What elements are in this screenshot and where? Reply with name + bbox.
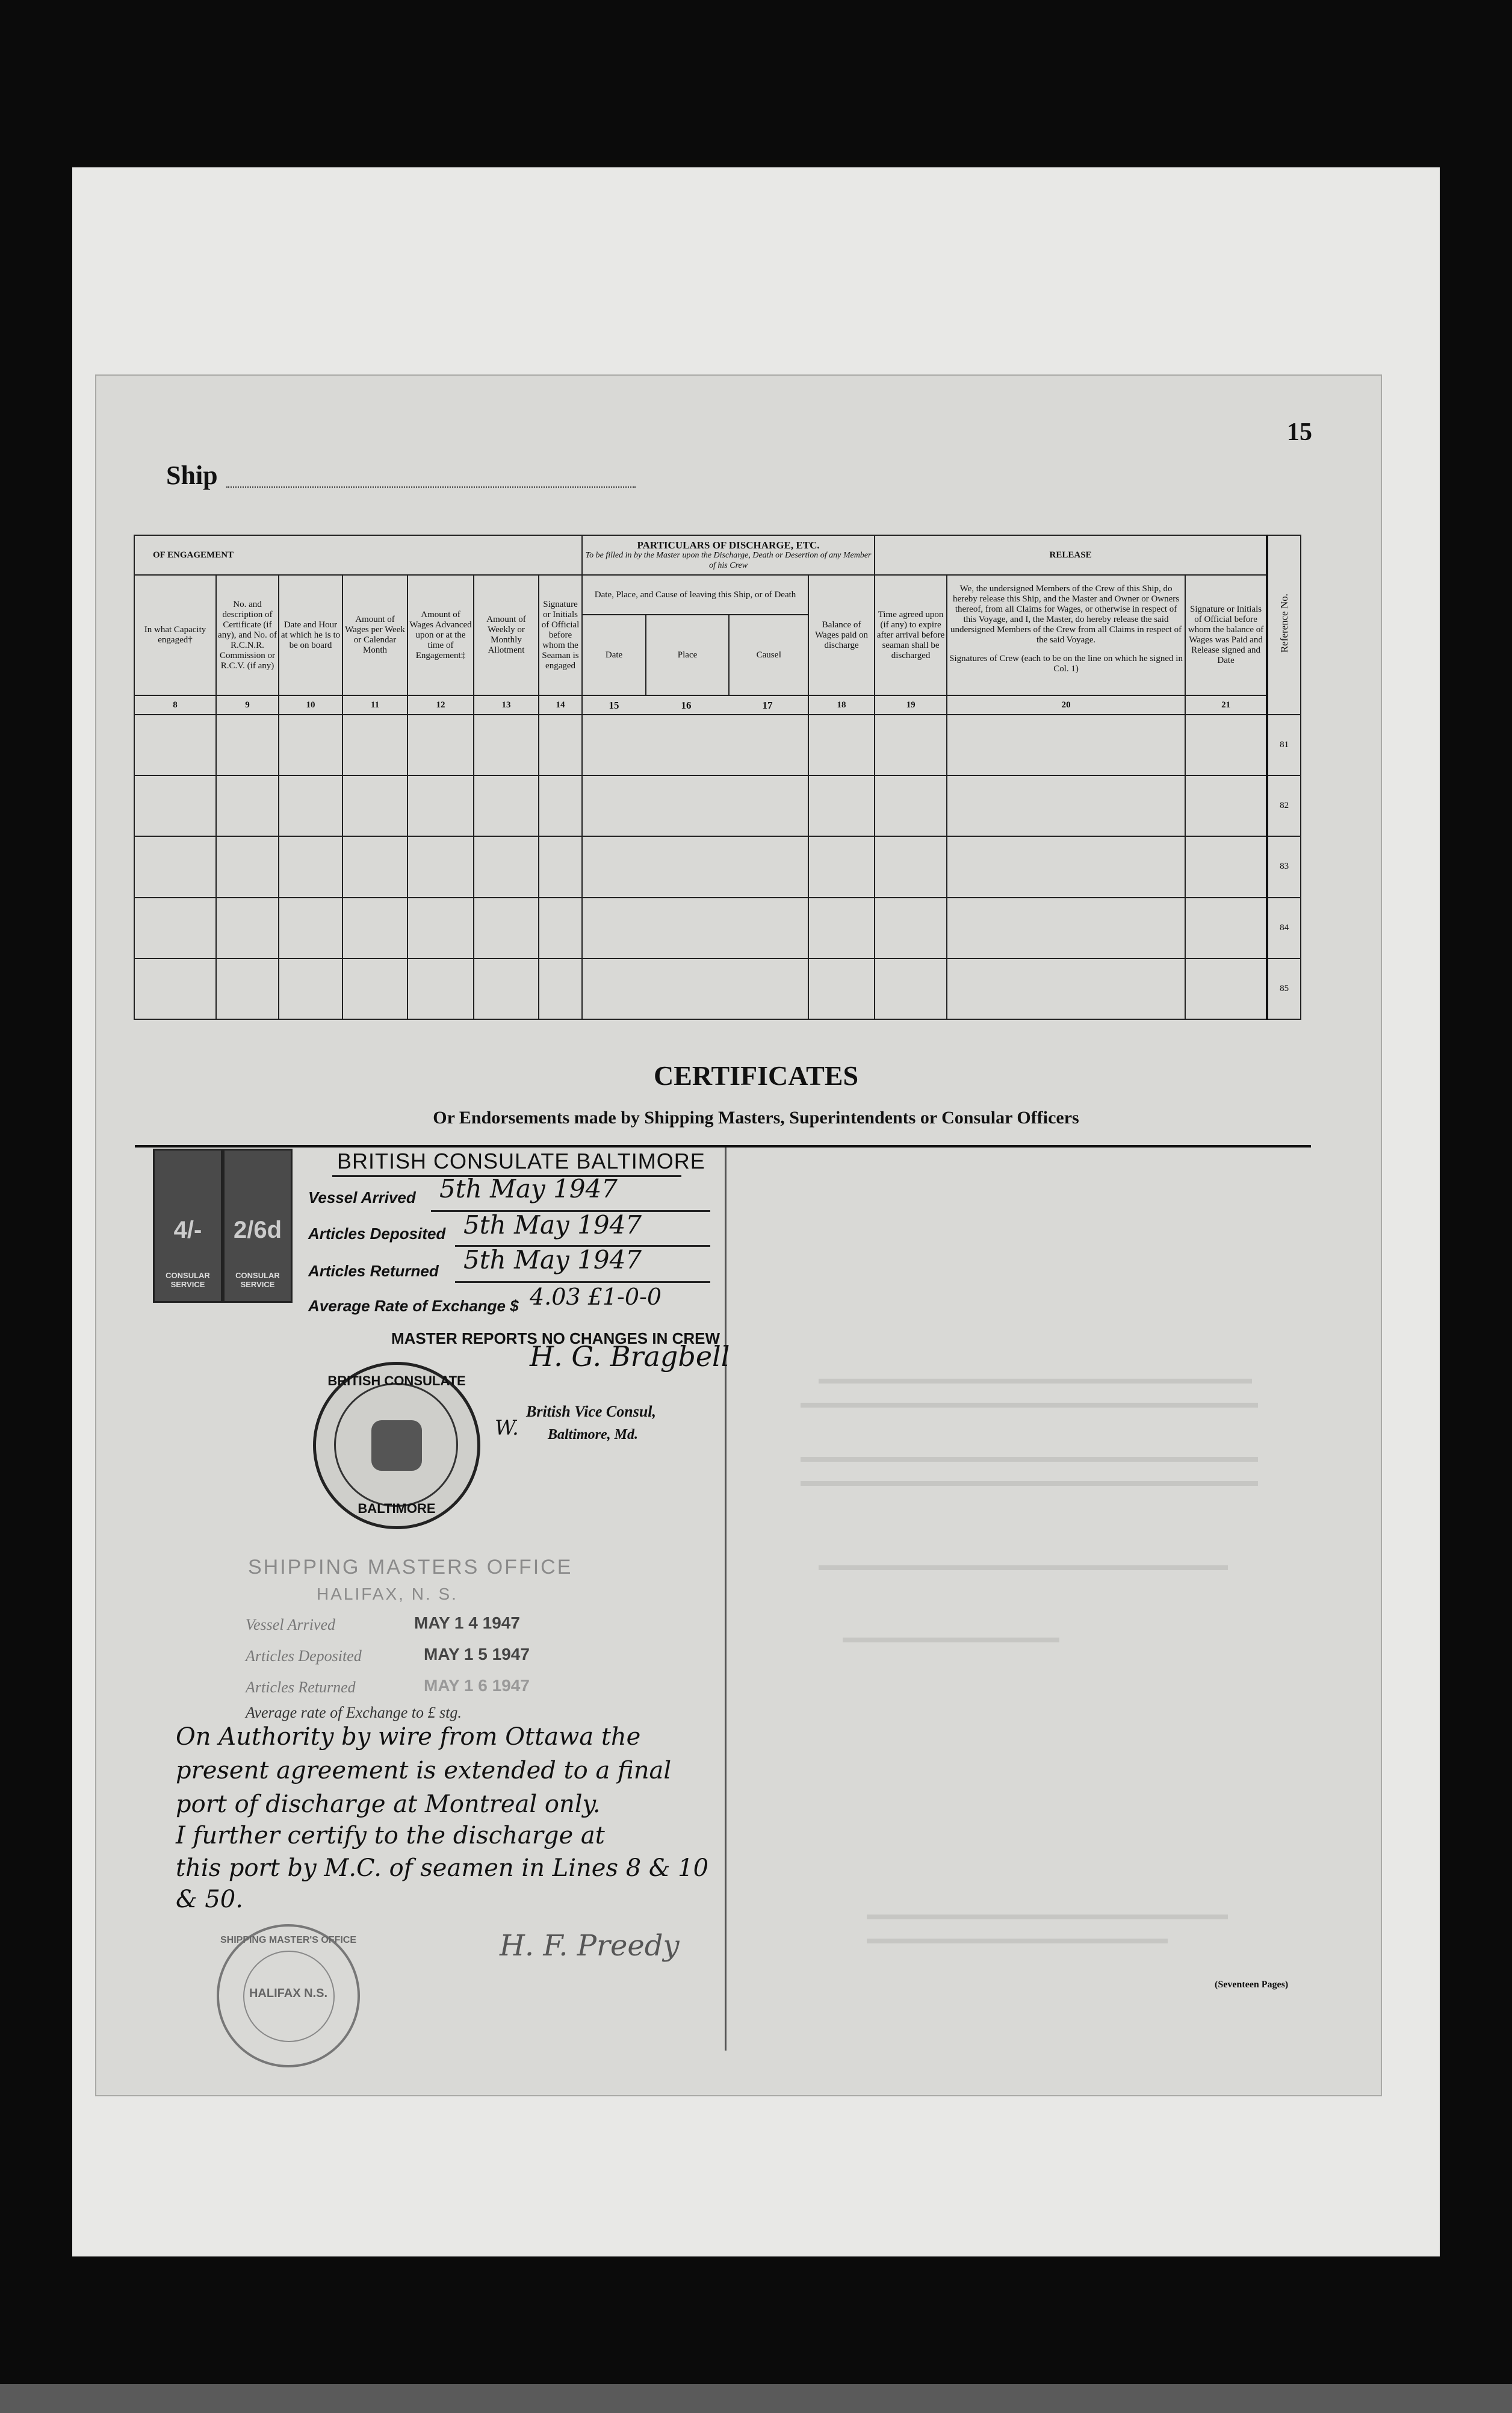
seal-bottom-text: BALTIMORE xyxy=(358,1501,436,1516)
col-number: 11 xyxy=(342,695,407,715)
reference-number: 83 xyxy=(1267,836,1301,897)
date-place-cause-caption: Date, Place, and Cause of leaving this Ship, or of Death xyxy=(583,576,808,615)
articles-deposited-value: 5th May 1947 xyxy=(463,1210,642,1240)
table-row xyxy=(134,898,1301,958)
col-13-header: Amount of Weekly or Monthly Allotment xyxy=(474,575,539,695)
col-number: 10 xyxy=(279,695,342,715)
reference-number: 81 xyxy=(1267,715,1301,775)
release-title: RELEASE xyxy=(875,535,1267,575)
release-text: We, the undersigned Members of the Crew of this Ship, do hereby release this Ship, and the Master and Owner or Owners thereof, from all Claims for Wages, or otherwise in respect of this Voyage, and I, the Master, do hereby release the said undersigned Members of the Crew from all Claims in respect of the said Voyage. xyxy=(950,584,1182,645)
col-number: 13 xyxy=(474,695,539,715)
table-row xyxy=(134,836,1301,897)
halifax-vessel-arrived-label: Vessel Arrived xyxy=(246,1616,335,1633)
seal-top-text: BRITISH CONSULATE xyxy=(327,1373,466,1388)
col-11-header: Amount of Wages per Week or Calendar Month xyxy=(342,575,407,695)
col-number: 15 xyxy=(609,699,619,711)
col-number: 21 xyxy=(1185,695,1267,715)
col-8-header: In what Capacity engaged† xyxy=(134,575,216,695)
handwritten-line: & 50. xyxy=(176,1886,243,1913)
col-21-header: Signature or Initials of Official before whom the balance of Wages was Paid and Release signed and Date xyxy=(1185,575,1267,695)
ship-label: Ship xyxy=(166,461,218,490)
col-9-header: No. and description of Certificate (if any), and No. of R.C.N.R. Commission or R.C.V. (if any) xyxy=(216,575,279,695)
handwritten-line: On Authority by wire from Ottawa the xyxy=(176,1723,641,1751)
bleed-through-text xyxy=(801,1457,1258,1462)
table-row xyxy=(134,715,1301,775)
halifax-articles-deposited-label: Articles Deposited xyxy=(246,1647,362,1665)
revenue-stamp-service: CONSULAR SERVICE xyxy=(235,1271,280,1289)
vice-consul-signature: H. G. Bragbell xyxy=(530,1340,730,1373)
revenue-stamp-value: 4/- xyxy=(173,1217,202,1243)
col-14-header: Signature or Initials of Official before whom the Seaman is engaged xyxy=(539,575,582,695)
halifax-articles-deposited-value: MAY 1 5 1947 xyxy=(424,1645,530,1663)
bleed-through-text xyxy=(843,1638,1059,1642)
halifax-vessel-arrived-value: MAY 1 4 1947 xyxy=(414,1613,520,1632)
shipping-master-signature: H. F. Preedy xyxy=(500,1929,680,1963)
bleed-through-text xyxy=(801,1403,1258,1408)
ship-name-line xyxy=(226,486,636,488)
col-number: 17 xyxy=(762,699,773,711)
col-number: 12 xyxy=(407,695,474,715)
col-number: 20 xyxy=(947,695,1185,715)
bleed-through-text xyxy=(819,1565,1228,1570)
consulate-stamp-heading: BRITISH CONSULATE BALTIMORE xyxy=(337,1149,705,1173)
master-reports-note: MASTER REPORTS NO CHANGES IN CREW xyxy=(391,1329,720,1347)
engagement-table xyxy=(134,535,1301,1020)
reference-number: 82 xyxy=(1267,775,1301,836)
table-row xyxy=(134,775,1301,836)
col-number: 19 xyxy=(875,695,947,715)
certificates-subtitle: Or Endorsements made by Shipping Masters, Superintendents or Consular Officers xyxy=(433,1108,1079,1128)
date-place-cause-header xyxy=(582,575,808,695)
revenue-stamp-service: CONSULAR SERVICE xyxy=(166,1271,210,1289)
col-10-header: Date and Hour at which he is to be on board xyxy=(279,575,342,695)
shipping-office-place: HALIFAX, N. S. xyxy=(317,1585,458,1603)
vessel-arrived-value: 5th May 1947 xyxy=(439,1174,618,1203)
signatures-note: Signatures of Crew (each to be on the line on which he signed in Col. 1) xyxy=(949,654,1183,674)
col-19-header: Time agreed upon (if any) to expire after arrival before seaman shall be discharged xyxy=(875,575,947,695)
stamp-rule xyxy=(455,1281,710,1283)
bleed-through-text xyxy=(819,1379,1252,1384)
col-17-header: Cause‖ xyxy=(756,650,781,660)
reference-header-cell xyxy=(1267,535,1301,715)
certificates-rule xyxy=(135,1145,1311,1147)
articles-returned-label: Articles Returned xyxy=(308,1262,439,1280)
engagement-section-title: OF ENGAGEMENT xyxy=(134,535,582,575)
page-number: 15 xyxy=(1287,418,1312,446)
handwritten-line: port of discharge at Montreal only. xyxy=(176,1790,601,1818)
discharge-section-header xyxy=(582,535,875,575)
consulate-seal xyxy=(313,1362,480,1529)
bleed-through-text xyxy=(867,1939,1168,1943)
col-number: 8 xyxy=(134,695,216,715)
col-15-header: Date xyxy=(583,615,646,695)
col-18-header: Balance of Wages paid on discharge xyxy=(808,575,875,695)
revenue-stamp xyxy=(153,1149,223,1303)
col-16-header: Place xyxy=(646,615,730,695)
table-row xyxy=(134,958,1301,1019)
reference-number: 85 xyxy=(1267,958,1301,1019)
certificates-title: CERTIFICATES xyxy=(653,1060,859,1091)
signature-prefix: W. xyxy=(495,1416,519,1440)
articles-returned-value: 5th May 1947 xyxy=(463,1245,642,1275)
reference-number: 84 xyxy=(1267,898,1301,958)
halifax-exchange-label: Average rate of Exchange to £ stg. xyxy=(246,1704,462,1721)
bleed-through-text xyxy=(867,1915,1228,1919)
crest-icon xyxy=(371,1420,422,1471)
discharge-title: PARTICULARS OF DISCHARGE, ETC. xyxy=(637,539,820,551)
vice-consul-city: Baltimore, Md. xyxy=(548,1427,639,1443)
col-number: 9 xyxy=(216,695,279,715)
col-12-header: Amount of Wages Advanced upon or at the time of Engagement‡ xyxy=(407,575,474,695)
articles-deposited-label: Articles Deposited xyxy=(308,1225,446,1243)
revenue-stamp xyxy=(223,1149,293,1303)
vice-consul-title: British Vice Consul, xyxy=(526,1403,657,1420)
handwritten-line: I further certify to the discharge at xyxy=(176,1822,605,1849)
revenue-stamp-value: 2/6d xyxy=(233,1217,282,1243)
seal-center-text: HALIFAX N.S. xyxy=(249,1987,327,2000)
exchange-rate-value: 4.03 £1-0-0 xyxy=(530,1284,662,1310)
halifax-articles-returned-value: MAY 1 6 1947 xyxy=(424,1676,530,1695)
col-number: 16 xyxy=(681,699,692,711)
discharge-note: To be filled in by the Master upon the Discharge, Death or Desertion of any Member of his Crew xyxy=(585,550,872,570)
bleed-through-text xyxy=(801,1481,1258,1486)
exchange-rate-label: Average Rate of Exchange $ xyxy=(308,1297,519,1315)
halifax-articles-returned-label: Articles Returned xyxy=(246,1679,356,1696)
col-number: 18 xyxy=(808,695,875,715)
col-20-header xyxy=(947,575,1185,695)
handwritten-line: this port by M.C. of seamen in Lines 8 & 10 xyxy=(176,1854,709,1882)
shipping-master-seal xyxy=(217,1924,360,2067)
vessel-arrived-label: Vessel Arrived xyxy=(308,1188,416,1206)
col-number-group xyxy=(582,695,808,715)
reference-header: Reference No. xyxy=(1278,594,1290,653)
handwritten-line: present agreement is extended to a final xyxy=(176,1757,672,1784)
film-edge xyxy=(0,2384,1512,2413)
seal-top-text: SHIPPING MASTER'S OFFICE xyxy=(220,1935,357,1945)
certificates-divider xyxy=(725,1147,727,2051)
shipping-office-heading: SHIPPING MASTERS OFFICE xyxy=(248,1556,573,1579)
page-count-note: (Seventeen Pages) xyxy=(1215,1980,1289,1990)
col-number: 14 xyxy=(539,695,582,715)
